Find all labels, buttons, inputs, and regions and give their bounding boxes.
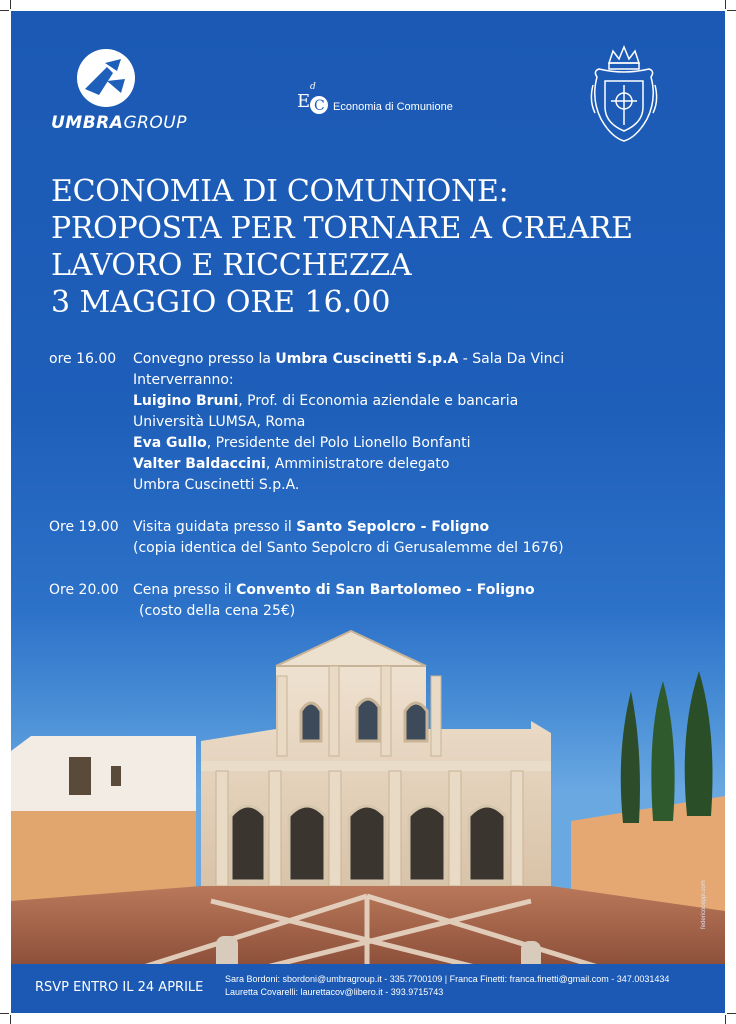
umbra-emblem-icon bbox=[77, 49, 135, 107]
event-time: Ore 20.00 bbox=[49, 582, 119, 598]
rsvp-deadline: RSVP ENTRO IL 24 APRILE bbox=[35, 980, 204, 995]
umbra-word-bold: UMBRA bbox=[51, 113, 124, 133]
poster bbox=[11, 11, 725, 1013]
edc-mark-icon bbox=[295, 79, 331, 123]
event-title bbox=[51, 173, 633, 321]
speaker-name: Luigino Bruni bbox=[133, 393, 239, 409]
event-note: (costo della cena 25€) bbox=[139, 603, 296, 619]
contacts bbox=[225, 973, 669, 999]
crop-mark bbox=[727, 1013, 736, 1014]
desc-text: Convegno presso la bbox=[133, 351, 276, 367]
edc-logo bbox=[295, 82, 495, 135]
event-time: ore 16.00 bbox=[49, 351, 117, 367]
event-time: Ore 19.00 bbox=[49, 519, 119, 535]
venue-name: Umbra Cuscinetti S.p.A bbox=[275, 351, 459, 367]
speaker-name: Eva Gullo bbox=[133, 435, 207, 451]
venue-name: Convento di San Bartolomeo - Foligno bbox=[236, 582, 535, 598]
title-line-2: PROPOSTA PER TORNARE A CREARE bbox=[51, 211, 633, 246]
contacts-line-2: Lauretta Covarelli: laurettacov@libero.it - 393.9715743 bbox=[225, 987, 444, 997]
speaker-role: Università LUMSA, Roma bbox=[133, 414, 306, 430]
crop-mark bbox=[10, 0, 11, 9]
event-date: 3 MAGGIO ORE 16.00 bbox=[51, 285, 391, 320]
title-line-3: LAVORO E RICCHEZZA bbox=[51, 248, 412, 283]
umbragroup-wordmark bbox=[51, 113, 187, 133]
church-photo bbox=[11, 611, 725, 971]
photo-credit: federicoceppi.com bbox=[701, 880, 707, 929]
desc-text: Cena presso il bbox=[133, 582, 237, 598]
event-desc bbox=[133, 351, 564, 367]
title-line-1: ECONOMIA DI COMUNIONE: bbox=[51, 174, 509, 209]
speaker-name: Valter Baldaccini bbox=[133, 456, 266, 472]
svg-text:d: d bbox=[310, 82, 316, 92]
crop-mark bbox=[727, 10, 736, 11]
edc-label: Economia di Comunione bbox=[333, 101, 453, 113]
desc-text: Visita guidata presso il bbox=[133, 519, 297, 535]
svg-text:E: E bbox=[297, 91, 311, 112]
group-word: GROUP bbox=[123, 113, 187, 133]
crop-mark bbox=[0, 1013, 9, 1014]
speaker-role: , Prof. di Economia aziendale e bancaria bbox=[238, 393, 519, 409]
speaker-role: , Presidente del Polo Lionello Bonfanti bbox=[206, 435, 471, 451]
crop-mark bbox=[725, 0, 726, 9]
crop-mark bbox=[10, 1015, 11, 1024]
crop-mark bbox=[0, 10, 9, 11]
event-note: (copia identica del Santo Sepolcro di Gerusalemme del 1676) bbox=[133, 540, 564, 556]
speaker-role: Umbra Cuscinetti S.p.A. bbox=[133, 477, 300, 493]
speaker-role: , Amministratore delegato bbox=[265, 456, 450, 472]
venue-name: Santo Sepolcro - Foligno bbox=[296, 519, 490, 535]
desc-text: - Sala Da Vinci bbox=[458, 351, 565, 367]
city-crest-icon bbox=[587, 41, 661, 145]
rsvp-bar bbox=[11, 964, 725, 1013]
speakers-heading: Interverranno: bbox=[133, 372, 234, 388]
svg-text:C: C bbox=[314, 98, 325, 114]
contacts-line-1: Sara Bordoni: sbordoni@umbragroup.it - 335.7700109 | Franca Finetti: franca.finetti@gmail.com - 347.0031434 bbox=[225, 974, 670, 984]
crop-mark bbox=[725, 1015, 726, 1024]
